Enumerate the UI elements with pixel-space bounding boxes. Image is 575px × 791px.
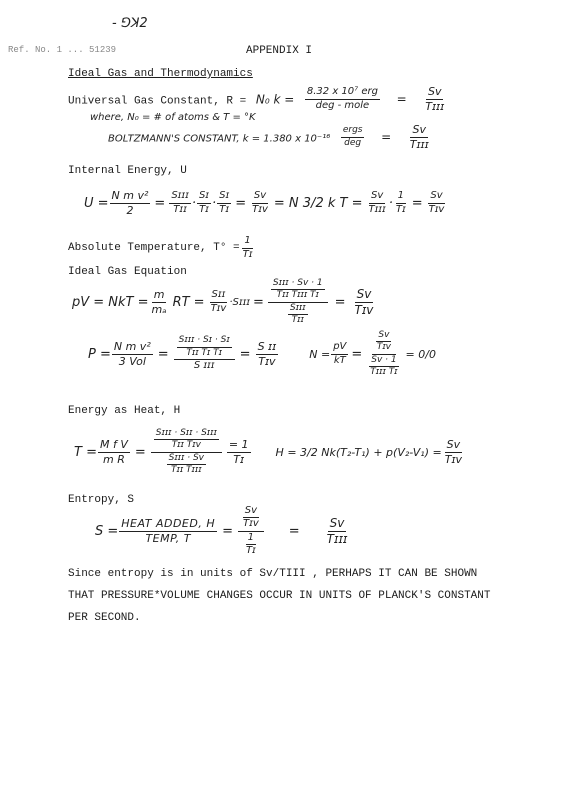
ig-a-den: Tɪᴠ [210,302,227,314]
u-f2-den: Tɪ [199,203,209,215]
absolute-temp-label: Absolute Temperature, T° = [68,242,240,254]
u-f4-num: Sᴠ [252,191,268,204]
internal-energy-equation: U = $\frac{\text{N m v²}}{2}$ = $\frac{\text{Sɪɪɪ}}{\text{Tɪɪ}}$ · $\frac{\text{Sɪ}}{\text{Tɪ}}$ · $\frac{\text{Sɪ}}{\text{Tɪ}}$ = $\frac{\text{Sᴠ}}{\text{Tɪᴠ}}$ = N 3/2 k T = $\frac{\text{Sᴠ}}{\text{Tɪɪɪ}}$ · $\frac{1}{\text{Tɪ}}$ = $\frac{\text{Sᴠ}}{\text{Tɪᴠ}}$ [84,189,445,217]
entropy-result-fraction [325,517,350,545]
p-top-row: Sɪɪɪ · Sɪ · Sɪ [177,336,232,347]
u-lhs: U = [84,195,109,211]
boltzmann-label: BOLTZMANN'S CONSTANT, k = 1.380 x 10⁻¹⁶ [108,133,331,145]
entropy-label: Entropy, S [68,494,135,506]
gas-constant-equals: = [396,92,407,107]
closing-line-2: THAT PRESSURE*VOLUME CHANGES OCCUR IN UNITS OF PLANCK'S CONSTANT [68,590,491,602]
boltzmann-t3-denominator: Tɪɪɪ [409,137,429,151]
m-ratio-fraction [150,289,169,315]
ig-a-num: Sɪɪ [210,290,228,303]
ig-res-den: Tɪᴠ [354,302,374,317]
n-result: = 0/0 [405,347,436,361]
s-res-den: Tɪɪɪ [326,531,348,546]
gas-constant-label: Universal Gas Constant, R = [68,95,247,108]
t3-denominator: Tɪɪɪ [425,99,445,113]
p-lhs: P = [88,346,111,362]
s-eq2: = [288,523,300,539]
ig-big-fraction [268,279,328,326]
s-top-num: Sᴠ [243,506,259,519]
u-f5-num: Sᴠ [369,191,385,204]
s-bot-num: 1 [246,533,256,546]
u-frac-6 [394,191,408,215]
u-frac-3 [217,191,231,215]
ig-result-fraction [353,288,376,316]
u-f6-num: 1 [396,191,406,204]
gas-constant-fraction [305,87,380,111]
temp-den: TEMP, T [145,531,191,545]
nmv-den: 2 [126,203,134,217]
entropy-equation [95,498,495,564]
u-f7-den: Tɪᴠ [428,203,445,215]
m-den: mₐ [151,302,167,316]
pressure-equation: P = $\frac{\text{N m v²}}{\text{3 Vol}}$ = $\frac{\frac{\text{Sɪɪɪ · Sɪ · Sɪ}}{\text{Tɪɪ Tɪ Tɪ}}}{\text{S ɪɪɪ}}$ = $\frac{\text{S ɪɪ}}{\text{Tɪᴠ}}$ N = $\frac{pV}{kT}$ = $\frac{\frac{\text{Sᴠ}}{\text{Tɪᴠ}}}{\frac{\text{Sᴠ · 1}}{\text{Tɪɪɪ Tɪ}}}$ = 0/0 [88,329,436,377]
heat-bot-den: Tɪɪ Tɪɪɪ [171,464,202,475]
s-res-num: Sᴠ [329,515,345,530]
gas-constant-sx-fraction [423,86,446,112]
h-equation: H = 3/2 Nk(T₂-T₁) + p(V₂-V₁) = [275,445,442,459]
u-mid: = N 3/2 k T = [273,195,363,211]
mr-den: m R [102,452,125,466]
heat-res-den: Tɪ [233,452,245,466]
u-f2-num: Sɪ [197,191,211,204]
u-frac-7 [427,191,447,215]
n-bot-num: Sᴠ · 1 [369,356,398,367]
p-nmv-den: 3 Vol [118,354,146,368]
ig-big-top: Sɪɪɪ · Sᴠ · 1 [271,279,325,290]
s-top-den: Tɪᴠ [243,518,259,529]
heat-top-den: Tɪɪ Tɪᴠ [171,440,201,451]
nmv-fraction [110,190,151,216]
boltzmann-sx-numerator: Sᴠ [412,123,426,136]
n-lhs: N = [309,347,331,361]
gas-constant-denominator: deg - mole [315,99,370,111]
p-nmv-num: N m v² [113,339,151,353]
pv-num: pV [331,342,348,355]
u-f4-den: Tɪᴠ [252,203,268,215]
p-result-fraction [256,341,279,367]
boltzmann-row [108,124,432,150]
boltzmann-unit-numerator: ergs [341,126,365,137]
gas-constant-where-note: where, N₀ = # of atoms & T = °K [90,112,256,123]
pv-kt-fraction [331,342,348,366]
internal-energy-label: Internal Energy, U [68,165,187,177]
p-nmv-fraction [112,341,153,367]
boltzmann-sx-fraction [408,124,431,150]
ideal-gas-equation: pV = NkT = $\frac{m}{\text{mₐ}}$ RT = $\frac{\text{Sɪɪ}}{\text{Tɪᴠ}}$ · Sɪɪɪ = $\frac{\frac{\text{Sɪɪɪ · Sᴠ · 1}}{\text{Tɪɪ Tɪɪɪ Tɪ}}}{\frac{\text{Sɪɪɪ}}{\text{Tɪɪ}}}$ = $\frac{\text{Sᴠ}}{\text{Tɪᴠ}}$ [72,277,374,325]
rt-term: RT = [172,294,205,310]
p-big-denominator: S ɪɪɪ [193,360,215,372]
heat-label: Energy as Heat, H [68,405,181,417]
m-num: m [153,287,165,301]
entropy-big-fraction [238,506,264,557]
ig-b-term: Sɪɪɪ [232,296,250,308]
heat-big-denominator [164,453,209,476]
n-big-denominator [365,355,402,378]
heat-added-num: HEAT ADDED, H [121,516,216,530]
t-lhs: T = [74,444,97,460]
u-frac-1 [169,191,191,215]
u-f1-num: Sɪɪɪ [169,191,191,204]
absolute-temp-row [68,236,255,260]
u-frac-2 [197,191,211,215]
ig-big-bot-den: Tɪɪ [291,314,304,325]
u-f6-den: Tɪ [395,203,406,215]
boltzmann-equals: = [381,130,392,145]
h-result-fraction [443,439,464,465]
boltzmann-unit-fraction [341,126,365,148]
page-title: APPENDIX I [246,45,313,57]
kt-den: kT [333,354,346,366]
ig-big-bot-num: Sɪɪɪ [288,304,308,315]
u-f5-den: Tɪɪɪ [368,203,386,215]
heat-big-fraction [151,429,222,476]
corner-handwritten-mark: - ⅁ꓘ2 [112,16,148,31]
p-top-row-den: Tɪɪ Tɪ Tɪ [186,347,222,358]
closing-line-1: Since entropy is in units of Sᴠ/TIII , PERHAPS IT CAN BE SHOWN [68,568,478,580]
gas-constant-numerator: 8.32 x 10⁷ erg [305,87,380,100]
gas-constant-lhs: N₀ k = [255,92,295,107]
h-res-den: Tɪᴠ [444,452,463,466]
n-top-num: Sᴠ [376,331,391,342]
ig-big-top-den: Tɪɪ Tɪɪɪ Tɪ [276,290,319,301]
n-top-den: Tɪᴠ [376,342,391,353]
u-f7-num: Sᴠ [428,191,444,204]
u-f3-num: Sɪ [217,191,231,204]
sx-numerator: Sᴠ [427,85,442,98]
heat-result-fraction [227,439,251,465]
mfv-fraction [98,439,130,465]
p-big-fraction [174,336,235,371]
heat-big-numerator [151,429,222,453]
u-frac-5 [366,191,387,215]
p-res-num: S ɪɪ [257,339,277,353]
s-bot-den: Tɪ [245,545,256,556]
absolute-temp-fraction [241,236,255,260]
pv-lhs: pV = NkT = [72,294,149,310]
nmv-num: N m v² [111,189,149,202]
heat-temp-fraction [119,518,217,544]
abs-temp-den: Tɪ [242,248,253,260]
ideal-gas-label: Ideal Gas Equation [68,266,187,278]
heat-res-num: = 1 [228,437,249,451]
p-big-numerator [174,336,235,360]
ig-big-denominator [285,303,311,326]
s-lhs: S = [95,523,119,539]
heat-top: Sɪɪɪ · Sɪɪ · Sɪɪɪ [154,429,219,440]
u-frac-4 [250,191,270,215]
n-big-fraction [365,331,402,378]
u-f1-den: Tɪɪ [173,203,187,215]
gas-constant-row [68,86,447,112]
faint-reference-text: Ref. No. 1 ... 51239 [8,45,117,55]
u-f3-den: Tɪ [219,203,230,215]
p-res-den: Tɪᴠ [258,354,276,368]
mfv-num: M f V [99,437,128,451]
abs-temp-num: 1 [242,236,252,249]
n-big-numerator [372,331,396,355]
entropy-big-numerator [238,506,264,532]
closing-line-3: PER SECOND. [68,612,141,624]
h-res-num: Sᴠ [446,437,461,451]
ig-res-num: Sᴠ [356,286,372,301]
heat-equation: T = $\frac{\text{M f V}}{\text{m R}}$ = $\frac{\frac{\text{Sɪɪɪ · Sɪɪ · Sɪɪɪ}}{\text{Tɪɪ Tɪᴠ}}}{\frac{\text{Sɪɪɪ · Sᴠ}}{\text{Tɪɪ Tɪɪɪ}}}$ $\frac{= 1}{\text{Tɪ}}$ H = 3/2 Nk(T₂-T₁) + p(V₂-V₁) = $\frac{\text{Sᴠ}}{\text{Tɪᴠ}}$ [74,427,463,475]
heat-bot: Sɪɪɪ · Sᴠ [167,454,206,465]
ig-frac-a [209,290,229,314]
ig-big-numerator [268,279,328,303]
entropy-big-denominator [241,532,261,557]
s-eq1: = [222,523,233,539]
n-bot-den: Tɪɪɪ Tɪ [370,366,398,377]
section-title: Ideal Gas and Thermodynamics [68,68,253,80]
boltzmann-unit-denominator: deg [344,137,362,148]
